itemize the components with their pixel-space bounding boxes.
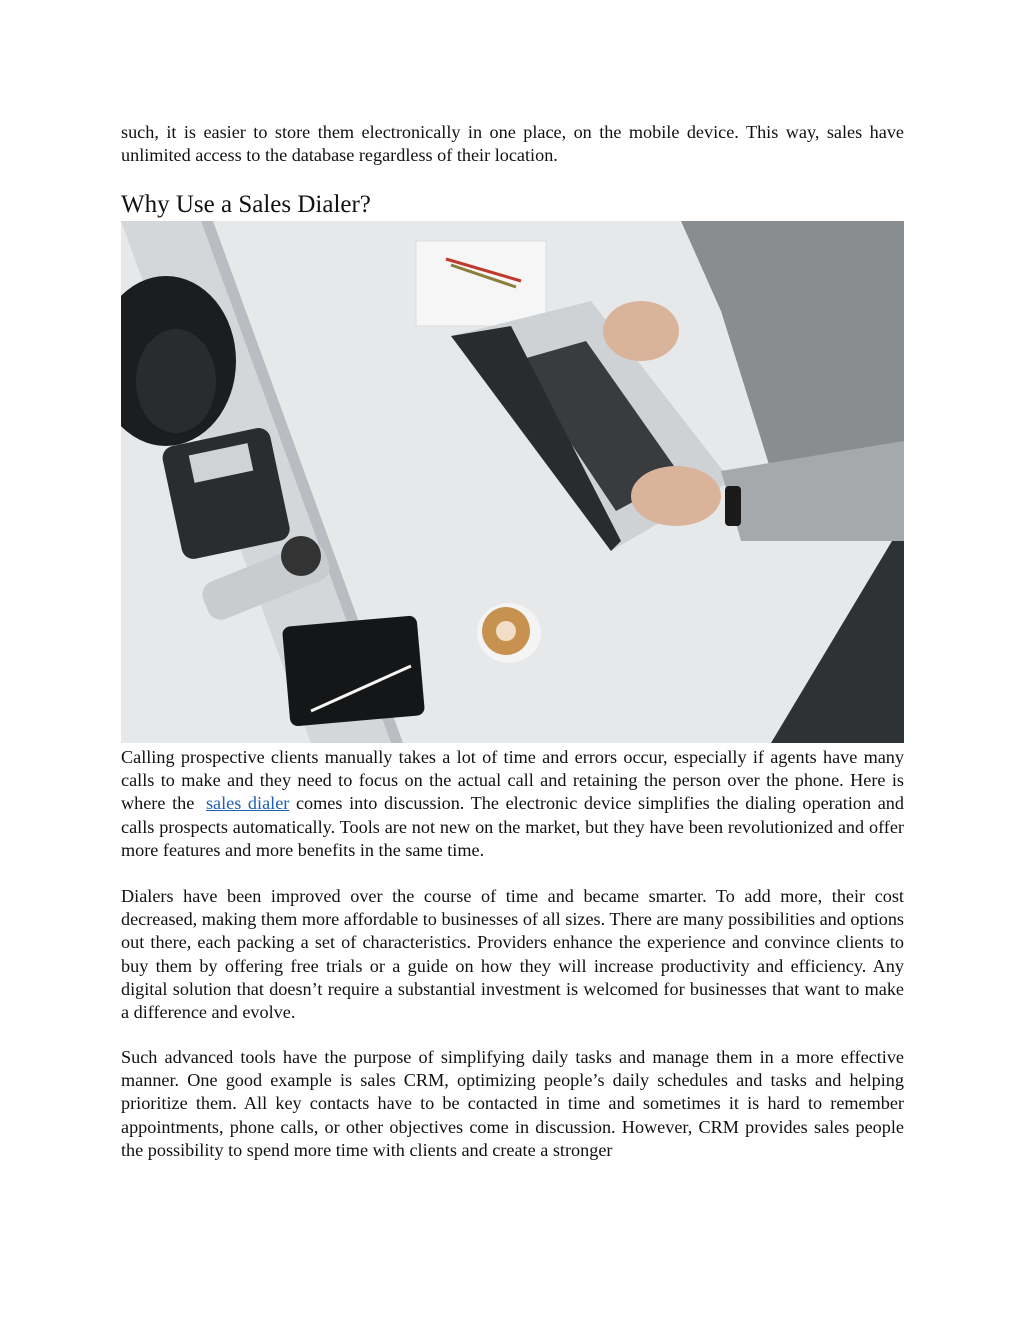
paragraph-dialers-improved: Dialers have been improved over the course of time and became smarter. To add more, their cost decreased, making them more affordable to businesses of all sizes. There are many possibilities and options out there, each packing a set of characteristics. Providers enhance the experience and convince clients to buy them by offering free trials or a guide on how they will increase productivity and efficiency. Any digital solution that doesn’t require a substantial investment is welcomed for businesses that want to make a difference and evolve. — [121, 886, 904, 1023]
paragraph-sales-dialer — [121, 746, 904, 862]
paragraph-intro: such, it is easier to store them electronically in one place, on the mobile device. This way, sales have unlimited access to the database regardless of their location. — [121, 122, 904, 166]
office-desk-photo — [121, 221, 904, 743]
section-heading: Why Use a Sales Dialer? — [121, 191, 371, 218]
sales-dialer-link[interactable]: sales dialer — [205, 793, 290, 814]
paragraph-advanced-tools: Such advanced tools have the purpose of simplifying daily tasks and manage them in a more effective manner. One good example is sales CRM, optimizing people’s daily schedules and tasks and helping prioritize them. All key contacts have to be contacted in time and sometimes it is hard to remember appointments, phone calls, or other objectives come in discussion. However, CRM provides sales people the possibility to spend more time with clients and create a stronger — [121, 1047, 904, 1160]
paragraph-text: Calling prospective clients manually takes a lot of time and errors occur, especially if agents have many calls to make and they need to focus on the actual call and retaining the person over the phone. Here is where the — [121, 747, 904, 814]
paragraph-text: comes into discussion. The electronic device simplifies the dialing operation and calls prospects automatically. Tools are not new on the market, but they have been revolutionized and offer more features and more benefits in the same time. — [121, 793, 904, 860]
